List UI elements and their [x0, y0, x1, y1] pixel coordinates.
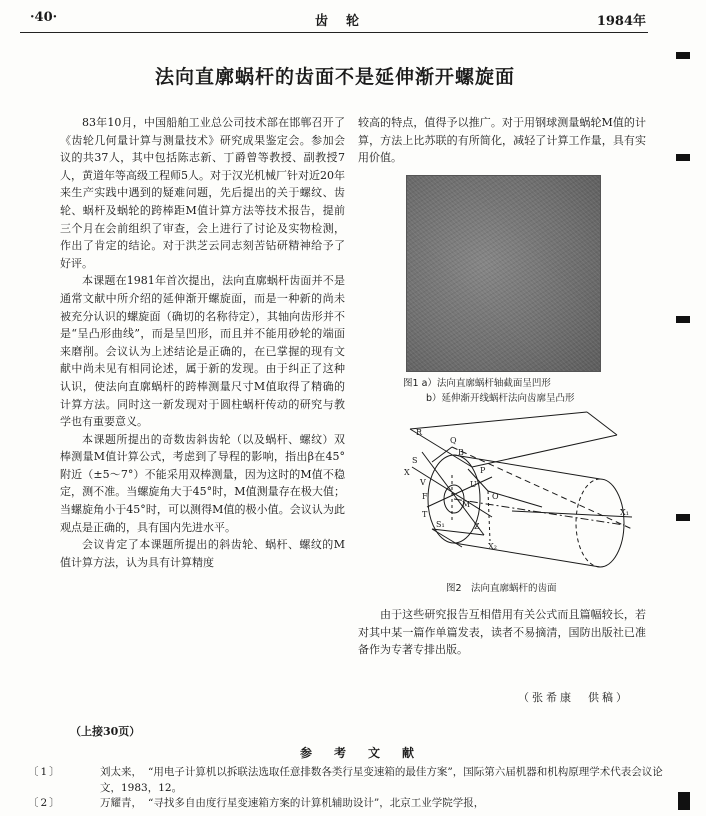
diagram-line [587, 412, 617, 435]
label-B: B [458, 448, 464, 457]
label-V: V [420, 478, 426, 487]
references-list [28, 765, 678, 812]
reference-number: 〔2〕 [28, 797, 62, 809]
right-column-bottom [358, 606, 646, 659]
label-X: X [404, 468, 410, 477]
article-title: 法向直廓蜗杆的齿面不是延伸渐开螺旋面 [154, 66, 515, 88]
margin-mark [676, 154, 690, 161]
margin-mark [678, 792, 690, 810]
paragraph-4: 会议肯定了本课题所提出的斜齿轮、蜗杆、螺纹的M值计算方法，认为具有计算精度 [60, 538, 345, 569]
figure-1b-caption: b）延伸渐开线蜗杆法向齿廓呈凸形 [426, 393, 575, 404]
reference-item [28, 796, 678, 812]
references-heading: 参考文献 [300, 746, 437, 760]
label-S: S [412, 456, 418, 465]
cylinder-far-end [600, 479, 624, 567]
label-M: M [462, 500, 471, 509]
figure-1a-caption: 图1 a）法向直廓蜗杆轴截面呈凹形 [403, 378, 551, 389]
reference-author: 刘太来， [100, 766, 142, 778]
reference-number: 〔1〕 [28, 766, 62, 778]
label-X1: X₁ [620, 508, 629, 517]
reference-text: “用电子计算机以拆联法选取任意排数各类行星变速箱的最佳方案”，国际第六届机器和机构原理学术代表会议论文，1983，12。 [100, 766, 663, 794]
running-header [30, 10, 646, 28]
diagram-line [472, 435, 617, 467]
diagram-line [410, 412, 587, 429]
label-U: U [470, 480, 477, 489]
header-rule [20, 32, 648, 33]
paragraph-1: 83年10月，中国船舶工业总公司技术部在邯郸召开了《齿轮几何量计算与测量技术》研究成果鉴定会。参加会议的共37人，其中包括陈志新、丁爵曾等教授、副教授7人，黄道年等高级工程师5人。对于汉光机械厂针对近20年来生产实践中遇到的疑难问题，先后提出的关于螺纹、齿轮、蜗杆及蜗轮的跨棒距M值计算方法等技术报告，提前三个月在会前组织了审查，会上进行了讨论及实物检测，作出了肯定的结论。对于洪芝云同志刻苦钻研精神给予了好评。 [60, 116, 345, 270]
continued-note: （上接30页） [70, 725, 141, 738]
label-Q: Q [450, 436, 457, 445]
figure-1-photo [406, 175, 601, 372]
reference-text: “寻找多自由度行星变速箱方案的计算机辅助设计”，北京工业学院学报， [148, 797, 485, 809]
paragraph-2: 本课题在1981年首次提出，法向直廓蜗杆齿面并不是通常文献中所介绍的延伸渐开螺旋面，而是一种新的尚未被充分认识的螺旋面（确切的名称待定），其轴向齿形并不是“呈凸形曲线”，而是呈凹形，而且并不能用砂轮的端面来磨削。会议认为上述结论是正确的，在已掌握的现有文献中尚未见有相同论述，属于新的发现。由于纠正了这种认识，使法向直廓蜗杆的跨棒测量尺寸M值取得了精确的计算方法。同时这一新发现对于圆柱蜗杆传动的研究与教学也有重要意义。 [60, 274, 345, 429]
label-X2: X₂ [488, 542, 497, 551]
reference-item [28, 765, 678, 796]
figure-2-diagram [392, 407, 644, 575]
paragraph-continued: 较高的特点，值得予以推广。对于用钢球测量蜗轮M值的计算，方法上比苏联的有所简化，减轻了计算工作量，具有实用价值。 [358, 116, 646, 165]
reference-author: 万耀青， [100, 797, 142, 809]
issue-year: 1984年 [596, 14, 646, 29]
figure-1-caption [403, 376, 575, 406]
label-S1: S₁ [436, 520, 445, 529]
margin-mark [676, 514, 690, 521]
cylinder-far-end-hidden [576, 479, 600, 567]
paragraph-3: 本课题所提出的奇数齿斜齿轮（以及蜗杆、螺纹）双棒测量M值计算公式，考虑到了导程的影响，指出β在45°附近（±5～7°）不能采用双棒测量，因为这时的M值不稳定，测不准。当螺旋角大于45°时，M值测量存在极大值；当螺旋角小于45°时，可以测得M值的极小值。会议认为此观点是正确的，具有国内先进水平。 [60, 432, 345, 534]
journal-name: 齿轮 [315, 14, 378, 29]
margin-mark [676, 316, 690, 323]
paragraph-publication: 由于这些研究报告互相借用有关公式而且篇幅较长，若对其中某一篇作单篇发表，读者不易摘清，国防出版社已准备作为专著专排出版。 [358, 608, 646, 657]
left-column [60, 114, 345, 571]
page-number: ·40· [30, 10, 58, 25]
figure-2-caption: 图2 法向直廓蜗杆的齿面 [446, 583, 557, 594]
contributor-signature: （张希康 供稿） [518, 691, 630, 704]
label-P: P [480, 466, 486, 475]
cylinder-edge [454, 543, 600, 567]
label-T: T [422, 510, 428, 519]
label-F: F [422, 492, 428, 501]
label-R: R [416, 428, 423, 437]
label-Z: Z [474, 522, 480, 531]
diagram-line [512, 511, 632, 517]
right-column-top [358, 114, 646, 167]
margin-mark [676, 52, 690, 59]
label-O: O [492, 492, 499, 501]
